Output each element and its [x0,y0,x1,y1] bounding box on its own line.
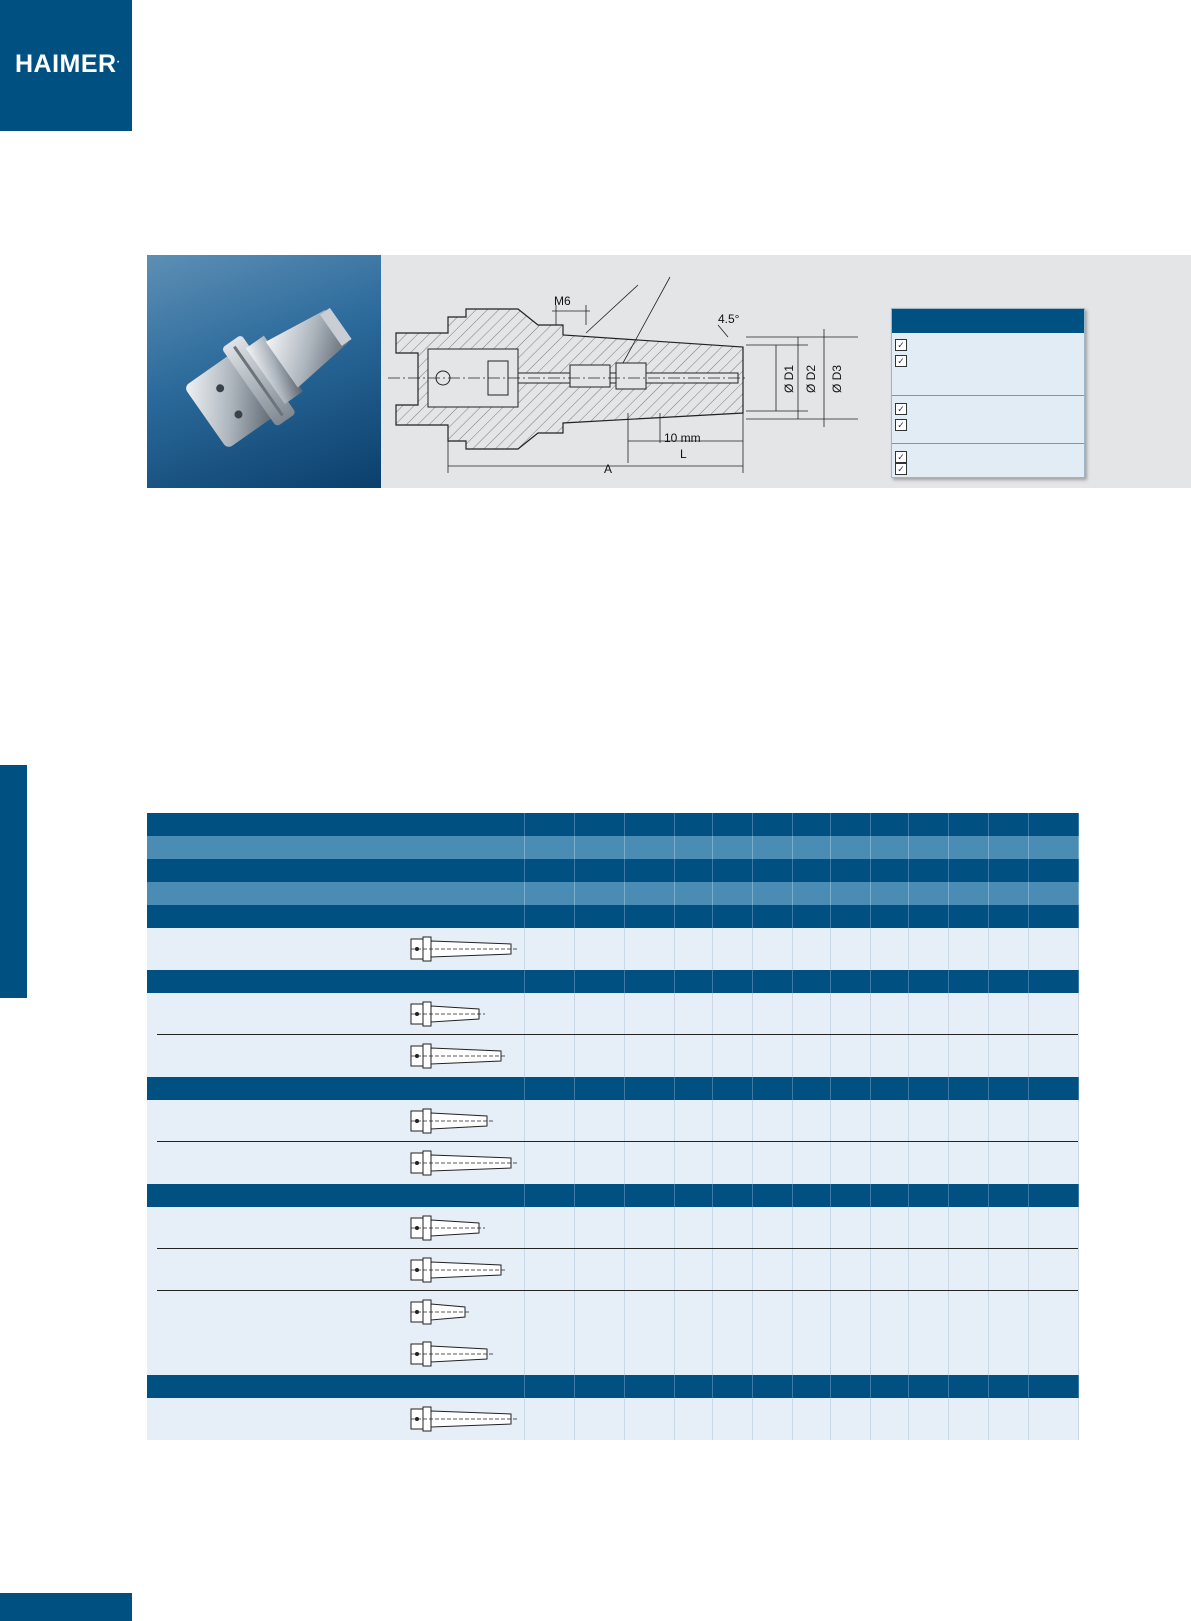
tool-holder-thumbnail-icon [409,1404,519,1434]
table-header-row [147,813,1078,836]
tool-holder-thumbnail-icon [409,934,519,964]
tool-holder-thumbnail-icon [409,1213,519,1243]
logo-dot: . [116,53,121,66]
table-row [147,1207,1078,1249]
table-row [147,1398,1078,1440]
feature-box [891,308,1085,478]
table-header-row [147,836,1078,859]
table-row [147,993,1078,1035]
l-label: L [680,447,687,461]
table-group-row [147,905,1078,928]
d3-label: Ø D3 [830,364,844,393]
table-header-row [147,859,1078,882]
d2-label: Ø D2 [804,364,818,393]
tool-holder-thumbnail-icon [409,999,519,1029]
a-label: A [604,462,613,476]
feature-box-header [892,309,1084,333]
angle-label: 4.5° [718,312,740,326]
logo-text: HAIMER [15,50,117,78]
feature-divider [892,443,1084,444]
feature-divider [892,395,1084,396]
length-10-label: 10 mm [664,431,701,445]
check-box-icon: ✓ [895,463,907,475]
haimer-logo [0,0,132,131]
product-photo [147,255,381,488]
tool-holder-thumbnail-icon [409,1255,519,1285]
check-box-icon: ✓ [895,451,907,463]
check-box-icon: ✓ [895,419,907,431]
table-row [147,1100,1078,1142]
table-group-row [147,1077,1078,1100]
d1-label: Ø D1 [782,364,796,393]
technical-drawing [388,273,858,480]
tool-holder-thumbnail-icon [409,1339,519,1369]
table-row [147,928,1078,970]
side-section-tab[interactable] [0,765,27,998]
table-row [147,1142,1078,1184]
table-row [147,1035,1078,1077]
page-footer-bar [0,1593,132,1621]
check-box-icon: ✓ [895,355,907,367]
table-row [147,1249,1078,1291]
thread-label: M6 [554,294,571,308]
table-group-row [147,970,1078,993]
table-header-row [147,882,1078,905]
table-group-row [147,1375,1078,1398]
check-box-icon: ✓ [895,339,907,351]
table-row [147,1291,1078,1375]
table-group-row [147,1184,1078,1207]
check-box-icon: ✓ [895,403,907,415]
tool-holder-thumbnail-icon [409,1148,519,1178]
tool-holder-thumbnail-icon [409,1106,519,1136]
tool-holder-thumbnail-icon [409,1041,519,1071]
tool-holder-thumbnail-icon [409,1297,519,1327]
